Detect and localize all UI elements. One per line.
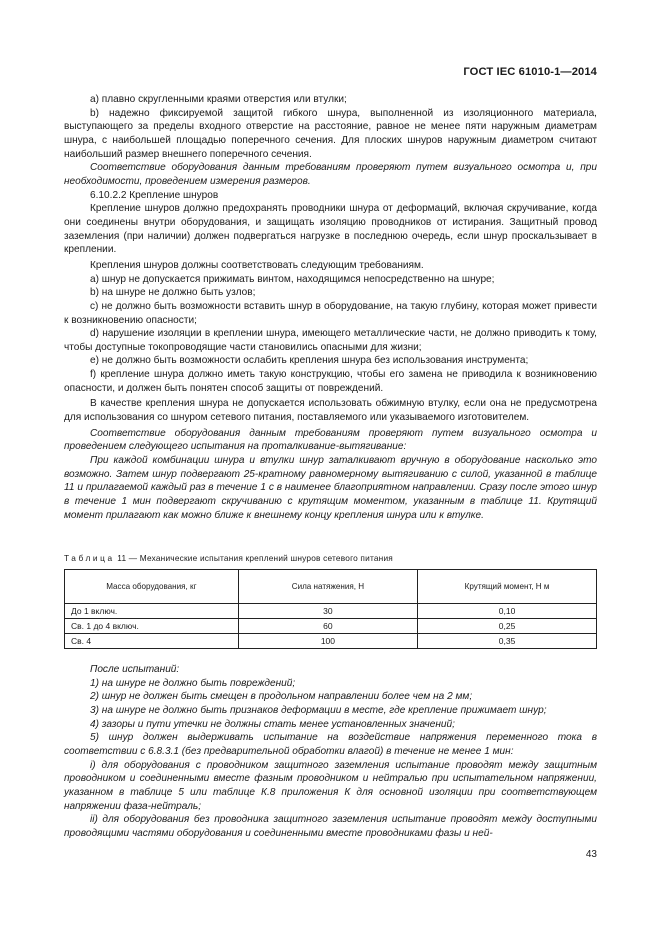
- section-heading: 6.10.2.2 Крепление шнуров: [90, 189, 219, 201]
- paragraph: После испытаний:: [90, 664, 180, 675]
- list-item-a: a) шнур не допускается прижимать винтом, находящимся непосредственно на шнуре;: [90, 273, 495, 285]
- table-cell: 30: [238, 604, 417, 619]
- list-item-c: c) не должно быть возможности вставить шнур в оборудование, на такую глубину, которая может привести к возникновению опасности;: [64, 300, 597, 326]
- table-cell: Св. 4: [65, 634, 239, 649]
- paragraph: Крепление шнуров должно предохранять проводники шнура от деформаций, включая скручивание, когда они соединены внутри оборудования, и защищать изоляцию проводников от истирания. Защитный провод заземления (при наличии) должен подвергаться нагрузке в последнюю очередь, если шнур проскальзывает в креплении.: [64, 203, 597, 256]
- paragraph: Крепления шнуров должны соответствовать следующим требованиям.: [90, 259, 424, 271]
- table-cell: 0,10: [418, 604, 597, 619]
- compliance-paragraph: Соответствие оборудования данным требованиям проверяют путем визуального осмотра и, при необходимости, проведением измерения размеров.: [64, 162, 597, 187]
- table-cell: 100: [238, 634, 417, 649]
- table-cell: Св. 1 до 4 включ.: [65, 619, 239, 634]
- text-block-top: [64, 93, 597, 522]
- table-row: [65, 604, 597, 619]
- table-caption: [64, 553, 597, 563]
- list-item-4: 4) зазоры и пути утечки не должны стать менее установленных значений;: [90, 718, 455, 730]
- table-cell: 0,25: [418, 619, 597, 634]
- list-item-f: f) крепление шнура должно иметь такую конструкцию, чтобы его замена не приводила к возникновению опасности, и должен быть понятен способ защиты от повреждений.: [64, 369, 597, 394]
- list-item-e: e) не должно быть возможности ослабить крепления шнура без использования инструмента;: [90, 355, 529, 367]
- table-caption-word: Таблица: [64, 553, 115, 563]
- table-cell: До 1 включ.: [65, 604, 239, 619]
- list-item-a: a) плавно скругленными краями отверстия или втулки;: [90, 94, 347, 105]
- list-item-2: 2) шнур не должен быть смещен в продольном направлении более чем на 2 мм;: [90, 691, 473, 703]
- column-header-torque: Крутящий момент, Н м: [418, 570, 597, 604]
- table-cell: 0,35: [418, 634, 597, 649]
- text-block-bottom: [64, 663, 597, 841]
- sub-item-i: i) для оборудования с проводником защитного заземления испытание проводят между защитным проводником и соединенными вместе фазным проводником и нейтралью при испытательном напряжении, указанном в таблице 5 или таблице К.8 приложения К для основной изоляции при соответствующем напряжении фаза-нейтраль;: [64, 759, 597, 812]
- list-item-3: 3) на шнуре не должно быть признаков деформации в месте, где крепление прижимает шнур;: [90, 704, 547, 716]
- paragraph: В качестве крепления шнура не допускается использовать обжимную втулку, если она не предусмотрена для использования со шнуром сетевого питания, поставляемого или указываемого изготовителем.: [64, 398, 597, 424]
- page-number: 43: [585, 849, 597, 860]
- table-row: [65, 619, 597, 634]
- table-cell: 60: [238, 619, 417, 634]
- standard-header: ГОСТ IEC 61010-1—2014: [463, 66, 597, 78]
- sub-item-ii: ii) для оборудования без проводника защитного заземления испытание проводят между доступными проводящими частями оборудования и соединенными вместе проводниками фазы и ней-: [64, 814, 597, 839]
- compliance-paragraph: Соответствие оборудования данным требованиям проверяют путем визуального осмотра и проведением следующего испытания на проталкивание-вытягивание:: [64, 427, 597, 453]
- list-item-b: b) на шнуре не должно быть узлов;: [90, 287, 256, 299]
- table-header-row: [65, 570, 597, 604]
- table-row: [65, 634, 597, 649]
- column-header-force: Сила натяжения, Н: [238, 570, 417, 604]
- table-caption-text: 11 — Механические испытания креплений шнуров сетевого питания: [117, 553, 393, 563]
- mechanical-tests-table: [64, 569, 597, 649]
- list-item-5: 5) шнур должен выдерживать испытание на воздействие напряжения переменного тока в соответствии с 6.8.3.1 (без предварительной обработки влагой) в течение не менее 1 мин:: [64, 732, 597, 757]
- list-item-1: 1) на шнуре не должно быть повреждений;: [90, 677, 296, 689]
- list-item-b: b) надежно фиксируемой защитой гибкого шнура, выполненной из изоляционного материала, выступающего за пределы входного отверстие на расстояние, равное не менее пяти наружным диаметрам шнура, с наибольшей площадью поперечного сечения. Для плоских шнуров наружным диаметром считают наибольший размер внешнего поперечного сечения.: [64, 107, 597, 160]
- test-procedure-paragraph: При каждой комбинации шнура и втулки шнур заталкивают вручную в оборудование насколько это возможно. Затем шнур подвергают 25-кратному равномерному вытягиванию с силой, указанной в таблице 11 и прилагаемой каждый раз в течение 1 с в наименее благоприятном направлении. Сразу после этого шнур в течение 1 мин подвергают скручиванию с крутящим моментом, указанным в таблице 11. Крутящий момент прилагают как можно ближе к внешнему концу крепления шнура или к втулке.: [64, 455, 597, 521]
- column-header-mass: Масса оборудования, кг: [65, 570, 239, 604]
- list-item-d: d) нарушение изоляции в креплении шнура, имеющего металлические части, не должно приводить к тому, чтобы доступные токопроводящие части становились опасными для жизни;: [64, 328, 597, 353]
